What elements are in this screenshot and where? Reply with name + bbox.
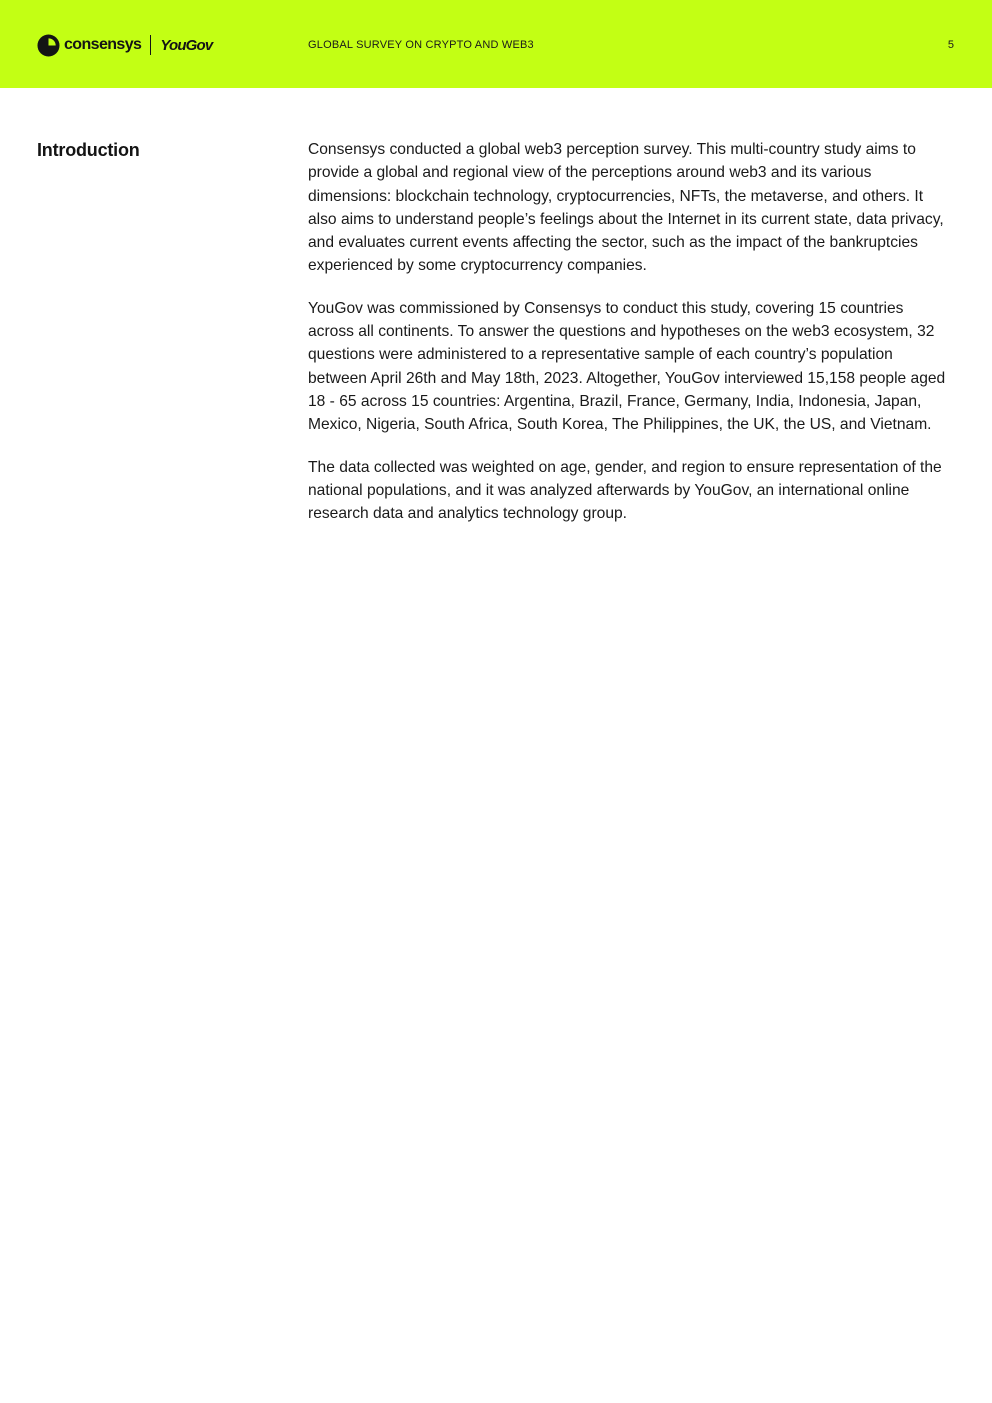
paragraph-weighting: The data collected was weighted on age, gender, and region to ensure representation of the national populations, and it was analyzed afterwards by YouGov, an international online research data and analytics technology group. xyxy=(308,458,942,523)
page-number: 5 xyxy=(947,39,954,51)
paragraph-intro: Consensys conducted a global web3 perception survey. This multi-country study aims to provide a global and regional view of the perceptions around web3 and its various dimensions: blockchain technology, cryptocurrencies, NFTs, the metaverse, and others. It also aims to understand people’s feelings about the Internet in its current state, data privacy, and evaluates current events affecting the sector, such as the impact of the bankruptcies experienced by some cryptocurrency companies. xyxy=(308,141,944,275)
page-header xyxy=(0,0,992,88)
logo-divider xyxy=(150,35,151,55)
paragraph-methodology: YouGov was commissioned by Consensys to conduct this study, covering 15 countries across all continents. To answer the questions and hypotheses on the web3 ecosystem, 32 questions were administered to a representative sample of each country’s population between April 26th and May 18th, 2023. Altogether, YouGov interviewed 15,158 people aged 18 - 65 across 15 countries: Argentina, Brazil, France, Germany, India, Indonesia, Japan, Mexico, Nigeria, South Africa, South Korea, The Philippines, the UK, the US, and Vietnam. xyxy=(308,299,946,434)
consensys-logo-icon xyxy=(37,34,60,57)
yougov-logo-text: YouGov xyxy=(160,36,213,54)
section-body xyxy=(308,138,948,544)
consensys-logo-text: consensys xyxy=(64,36,142,53)
survey-title: GLOBAL SURVEY ON CRYPTO AND WEB3 xyxy=(308,39,534,51)
logo-group xyxy=(37,33,212,57)
section-heading: Introduction xyxy=(37,140,140,160)
